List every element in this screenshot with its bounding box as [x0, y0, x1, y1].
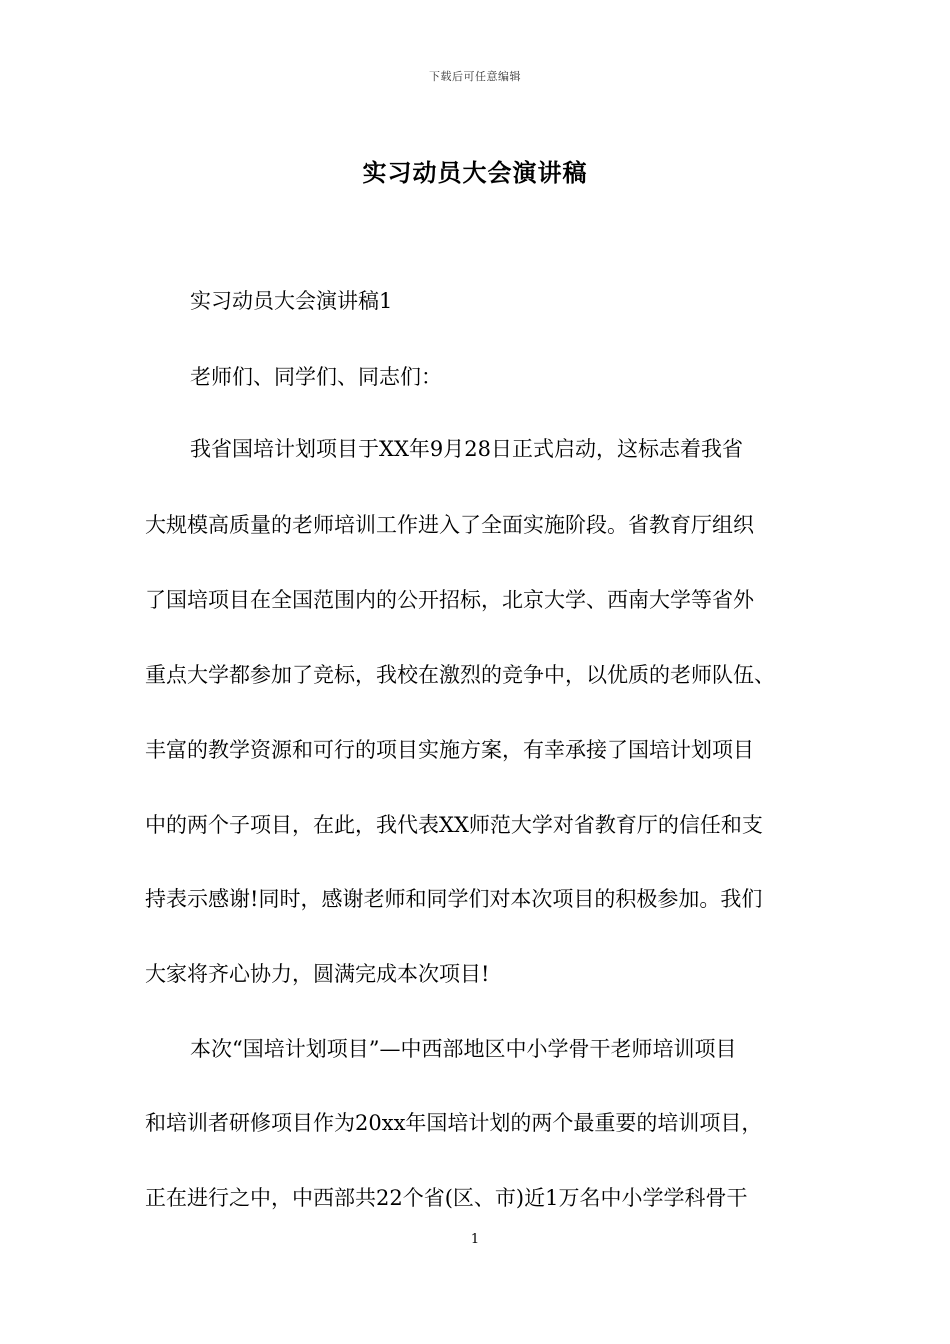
paragraph-line: 大家将齐心协力，圆满完成本次项目!: [145, 962, 490, 986]
header-note: 下载后可任意编辑: [429, 70, 521, 83]
paragraph-line: 大规模高质量的老师培训工作进入了全面实施阶段。省教育厅组织: [145, 513, 754, 537]
page-number: 1: [470, 1232, 480, 1247]
paragraph-line: 正在进行之中，中西部共22个省(区、市)近1万名中小学学科骨干: [145, 1186, 748, 1210]
document-title: 实习动员大会演讲稿: [362, 158, 588, 187]
paragraph-line: 了国培项目在全国范围内的公开招标，北京大学、西南大学等省外: [145, 588, 754, 612]
paragraph-line: 本次“国培计划项目”—中西部地区中小学骨干老师培训项目: [190, 1037, 737, 1061]
paragraph-line: 重点大学都参加了竞标，我校在激烈的竞争中，以优质的老师队伍、: [145, 663, 775, 687]
paragraph-line: 中的两个子项目，在此，我代表XX师范大学对省教育厅的信任和支: [145, 813, 763, 837]
subtitle-line: 实习动员大会演讲稿1: [190, 289, 393, 313]
paragraph-line: 持表示感谢!同时，感谢老师和同学们对本次项目的积极参加。我们: [145, 887, 763, 911]
salutation-line: 老师们、同学们、同志们：: [190, 365, 442, 389]
paragraph-line: 和培训者研修项目作为20xx年国培计划的两个最重要的培训项目，: [145, 1111, 763, 1135]
paragraph-line: 我省国培计划项目于XX年9月28日正式启动，这标志着我省: [190, 437, 743, 461]
paragraph-line: 丰富的教学资源和可行的项目实施方案，有幸承接了国培计划项目: [145, 738, 754, 762]
